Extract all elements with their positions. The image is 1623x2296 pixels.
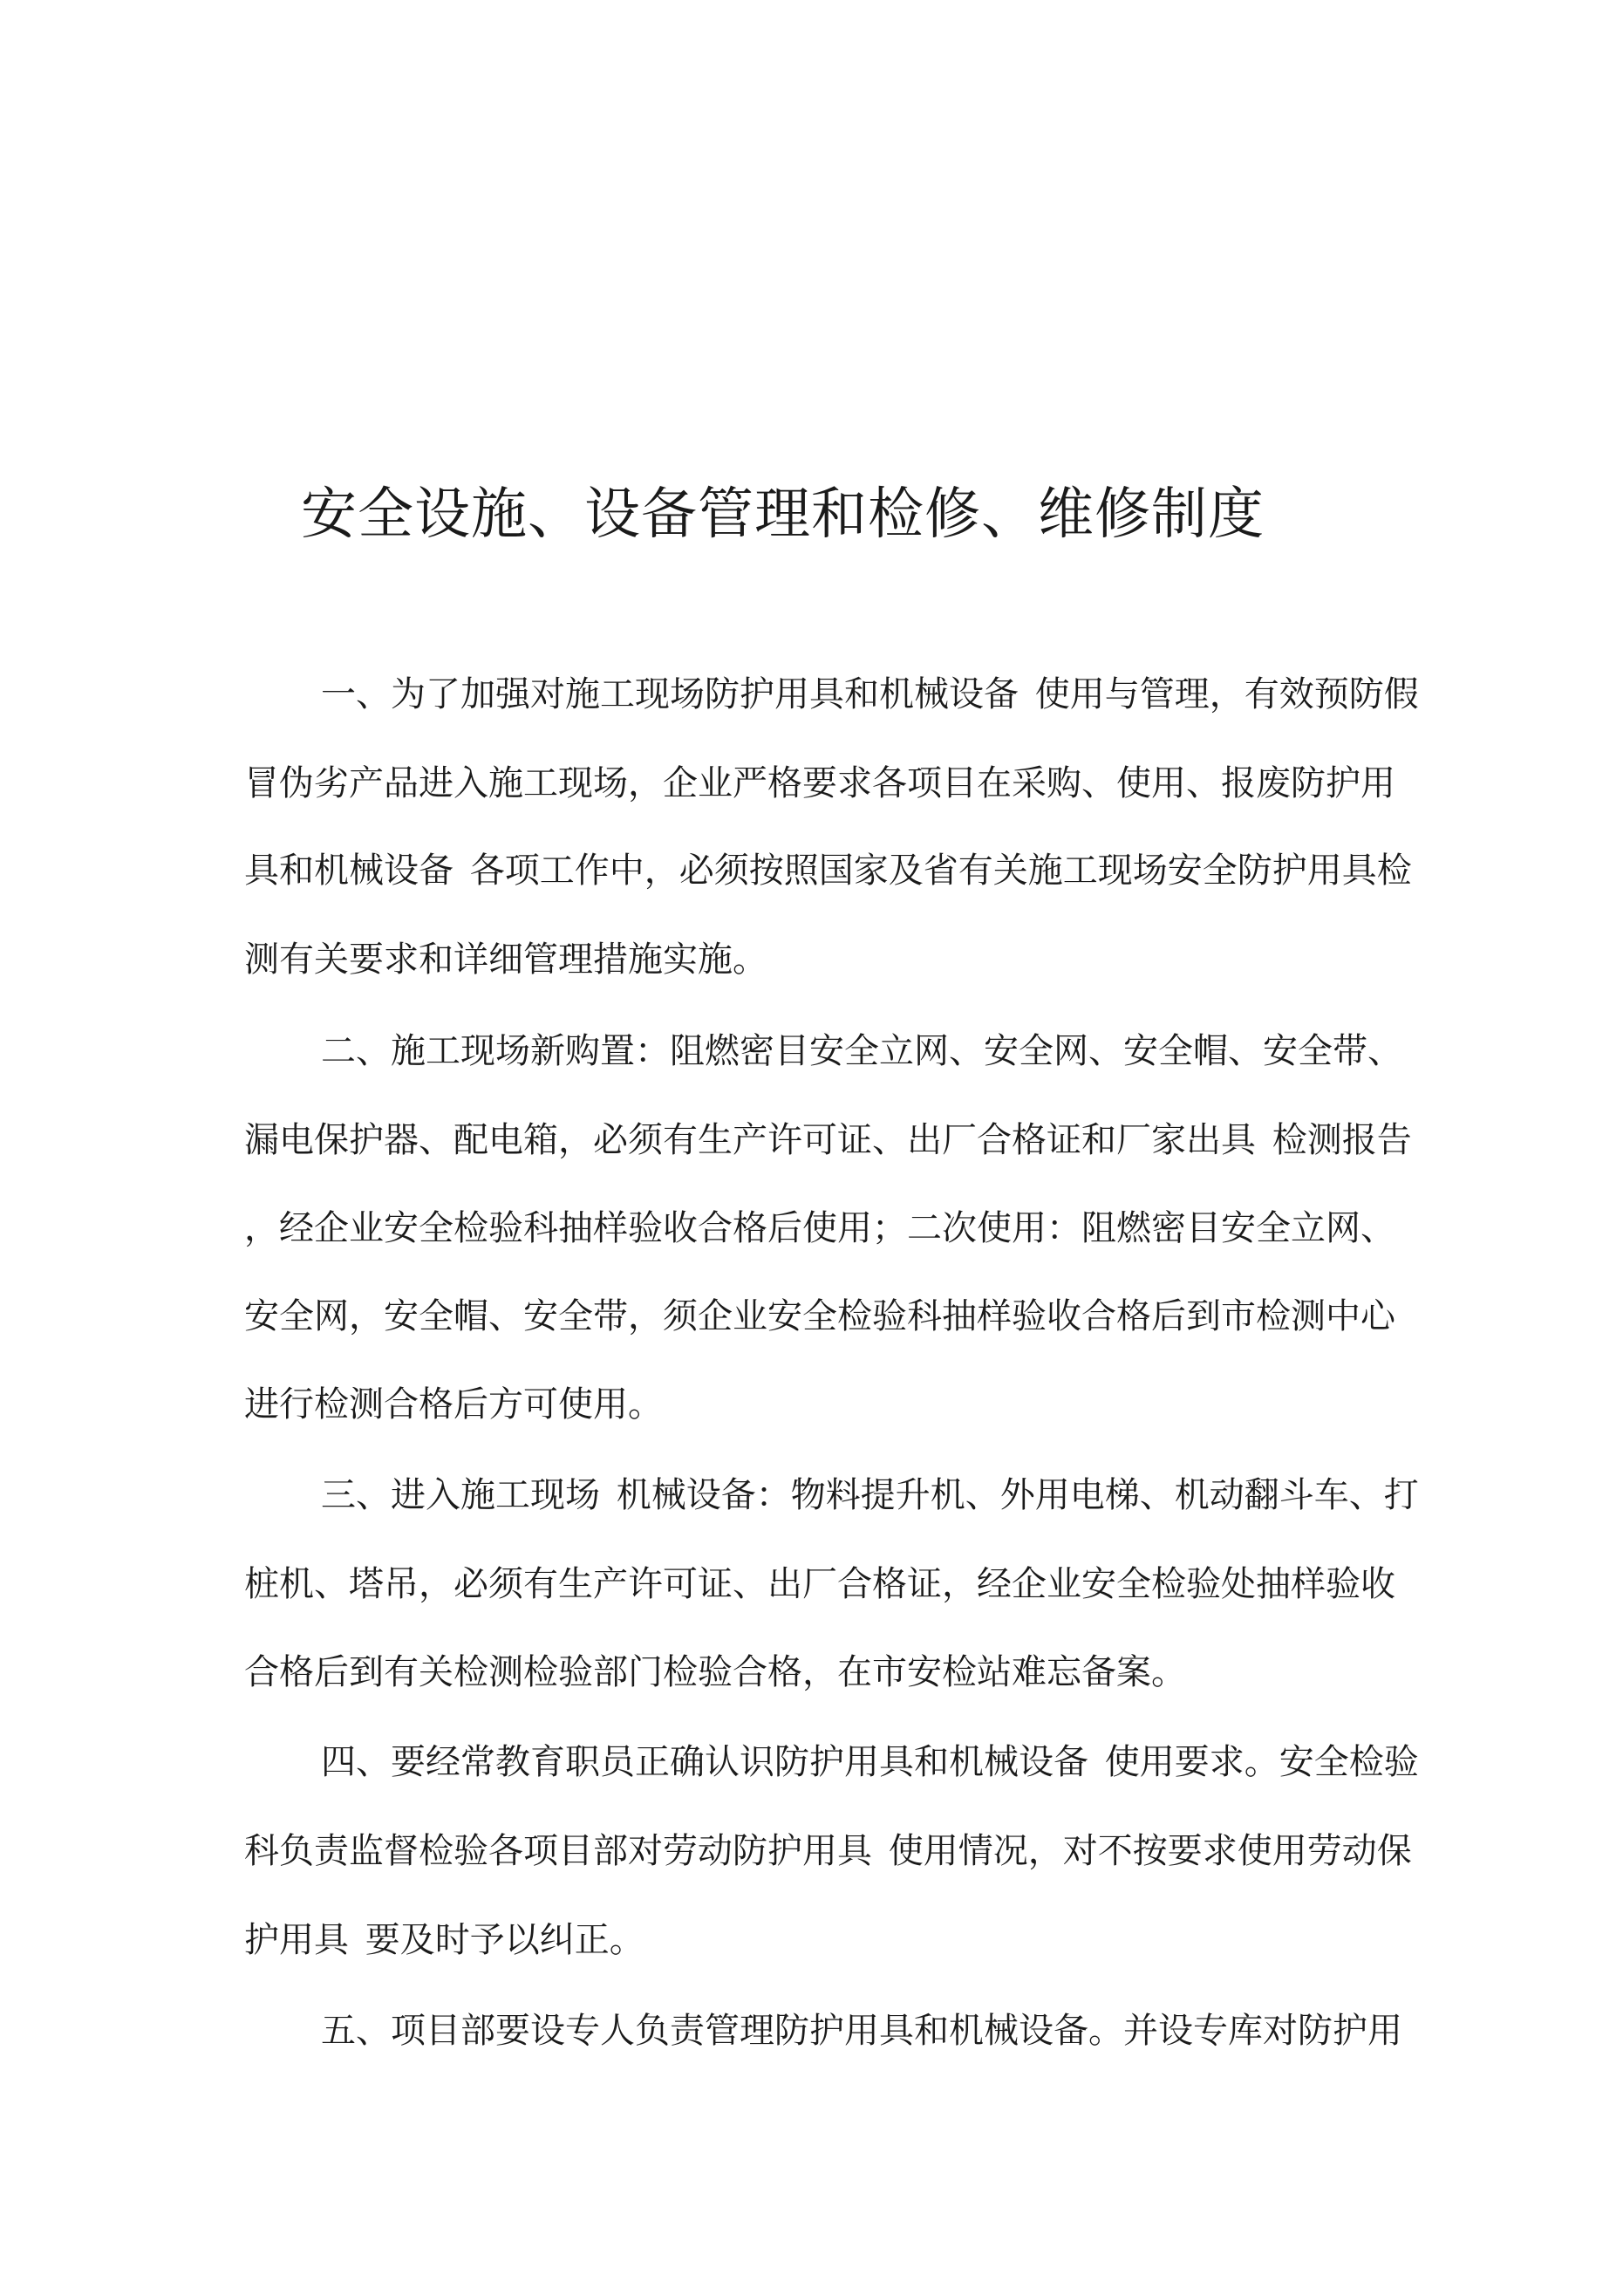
paragraph-1-line-3: 具和机械设备 各项工作中，必须按照国家及省有关施工现场安全防护用具检 <box>244 851 1412 891</box>
paragraph-3-line-2: 桩机、塔吊，必须有生产许可证、出厂合格证，经企业安全检验处抽样验收 <box>244 1564 1395 1604</box>
paragraph-2-line-2: 漏电保护器、配电箱，必须有生产许可证、出厂合格证和厂家出具 检测报告 <box>244 1120 1412 1160</box>
paragraph-4-line-1: 四、要经常教育职员正确认识防护用具和机械设备 使用要求。安全检验 <box>321 1742 1419 1782</box>
paragraph-1-line-1: 一、为了加强对施工现场防护用具和机械设备 使用与管理，有效预防假 <box>321 674 1419 714</box>
paragraph-1-line-4: 测有关要求和详细管理措施实施。 <box>244 940 767 980</box>
paragraph-2-line-3: ，经企业安全检验科抽样验收合格后使用；二次使用：阻燃密目安全立网、 <box>244 1208 1395 1248</box>
paragraph-3-line-1: 三、进入施工现场 机械设备：物料提升机、外用电梯、机动翻斗车、打 <box>321 1475 1419 1515</box>
paragraph-4-line-3: 护用具 要及时予以纠正。 <box>244 1920 644 1960</box>
paragraph-3-line-3: 合格后到有关检测检验部门检验合格，在市安检站难忘备案。 <box>244 1652 1186 1692</box>
paragraph-1-line-2: 冒伪劣产品进入施工现场，企业严格要求各项目在采购、使用、报废防护用 <box>244 763 1395 803</box>
document-title: 安全设施、设备管理和检修、维修制度 <box>301 482 1265 547</box>
paragraph-2-line-5: 进行检测合格后方可使用。 <box>244 1384 663 1425</box>
paragraph-5-line-1: 五、项目部要设专人负责管理防护用具和机械设备。并设专库对防护用 <box>321 2011 1402 2051</box>
paragraph-4-line-2: 科负责监督检验各项目部对劳动防护用具 使用情况，对不按要求使用劳动保 <box>244 1831 1412 1871</box>
paragraph-2-line-4: 安全网，安全帽、安全带，须企业安全检验科抽样验收合格后到市检测中心 <box>244 1296 1395 1336</box>
paragraph-2-line-1: 二、施工现场新购置：阻燃密目安全立网、安全网、安全帽、安全带、 <box>321 1031 1402 1071</box>
